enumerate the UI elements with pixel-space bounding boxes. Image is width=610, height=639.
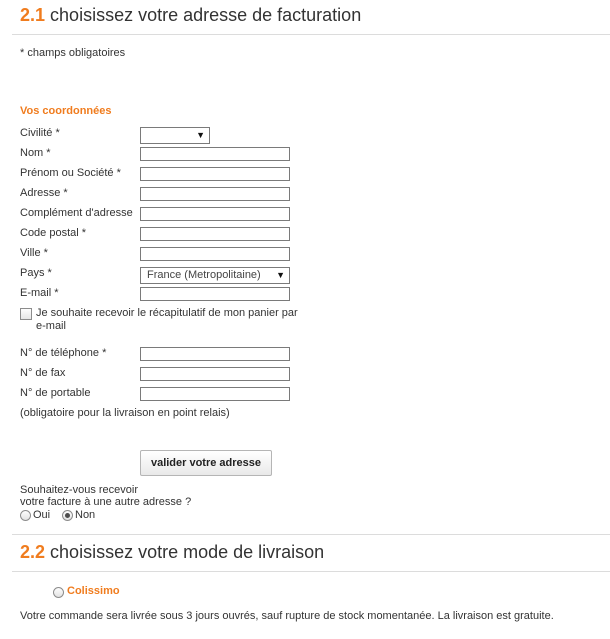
civilite-label: Civilité * (20, 127, 60, 139)
civilite-select[interactable] (140, 127, 210, 144)
recap-email-label-line1: Je souhaite recevoir le récapitulatif de mon panier par (36, 307, 298, 319)
ville-label: Ville * (20, 247, 48, 259)
email-input[interactable] (140, 287, 290, 301)
billing-step-number: 2.1 (20, 5, 46, 25)
complement-input[interactable] (140, 207, 290, 221)
telephone-label: N° de téléphone * (20, 347, 107, 359)
prenom-input[interactable] (140, 167, 290, 181)
radio-colissimo[interactable] (53, 587, 64, 598)
other-address-question-line2: votre facture à une autre adresse ? (20, 496, 192, 508)
other-address-question-line1: Souhaitez-vous recevoir (20, 484, 139, 496)
delivery-heading-divider (12, 571, 610, 572)
recap-email-label-line2: e-mail (36, 320, 66, 332)
nom-input[interactable] (140, 147, 290, 161)
code-postal-label: Code postal * (20, 227, 87, 239)
portable-required-note: (obligatoire pour la livraison en point relais) (20, 407, 230, 419)
portable-label: N° de portable (20, 387, 91, 399)
delivery-step-title: choisissez votre mode de livraison (50, 542, 325, 562)
dropdown-arrow-icon: ▼ (196, 130, 205, 140)
section-title-coordonnees: Vos coordonnées (20, 105, 112, 117)
fax-label: N° de fax (20, 367, 66, 379)
validate-address-button[interactable]: valider votre adresse (140, 450, 272, 476)
delivery-step-heading (20, 542, 324, 563)
code-postal-input[interactable] (140, 227, 290, 241)
dropdown-arrow-icon: ▼ (276, 270, 285, 280)
delivery-heading-divider-top (12, 534, 610, 535)
billing-heading-divider (12, 34, 610, 35)
delivery-step-number: 2.2 (20, 542, 46, 562)
recap-email-checkbox[interactable] (20, 308, 32, 320)
radio-non-label: Non (75, 509, 96, 521)
radio-oui[interactable] (20, 510, 31, 521)
radio-non[interactable] (62, 510, 73, 521)
billing-step-title: choisissez votre adresse de facturation (50, 5, 362, 25)
ville-input[interactable] (140, 247, 290, 261)
prenom-label: Prénom ou Société * (20, 167, 121, 179)
adresse-input[interactable] (140, 187, 290, 201)
required-fields-note: * champs obligatoires (20, 47, 126, 59)
pays-select[interactable] (140, 267, 290, 284)
radio-oui-label: Oui (33, 509, 51, 521)
colissimo-label: Colissimo (67, 585, 120, 597)
fax-input[interactable] (140, 367, 290, 381)
pays-label: Pays * (20, 267, 52, 279)
telephone-input[interactable] (140, 347, 290, 361)
pays-select-value: France (Metropolitaine) (147, 269, 261, 281)
delivery-description: Votre commande sera livrée sous 3 jours ouvrés, sauf rupture de stock momentanée. La livraison est gratuite. (20, 610, 554, 622)
complement-label: Complément d'adresse (20, 207, 133, 219)
adresse-label: Adresse * (20, 187, 68, 199)
portable-input[interactable] (140, 387, 290, 401)
billing-step-heading (20, 5, 361, 26)
nom-label: Nom * (20, 147, 51, 159)
email-label: E-mail * (20, 287, 59, 299)
